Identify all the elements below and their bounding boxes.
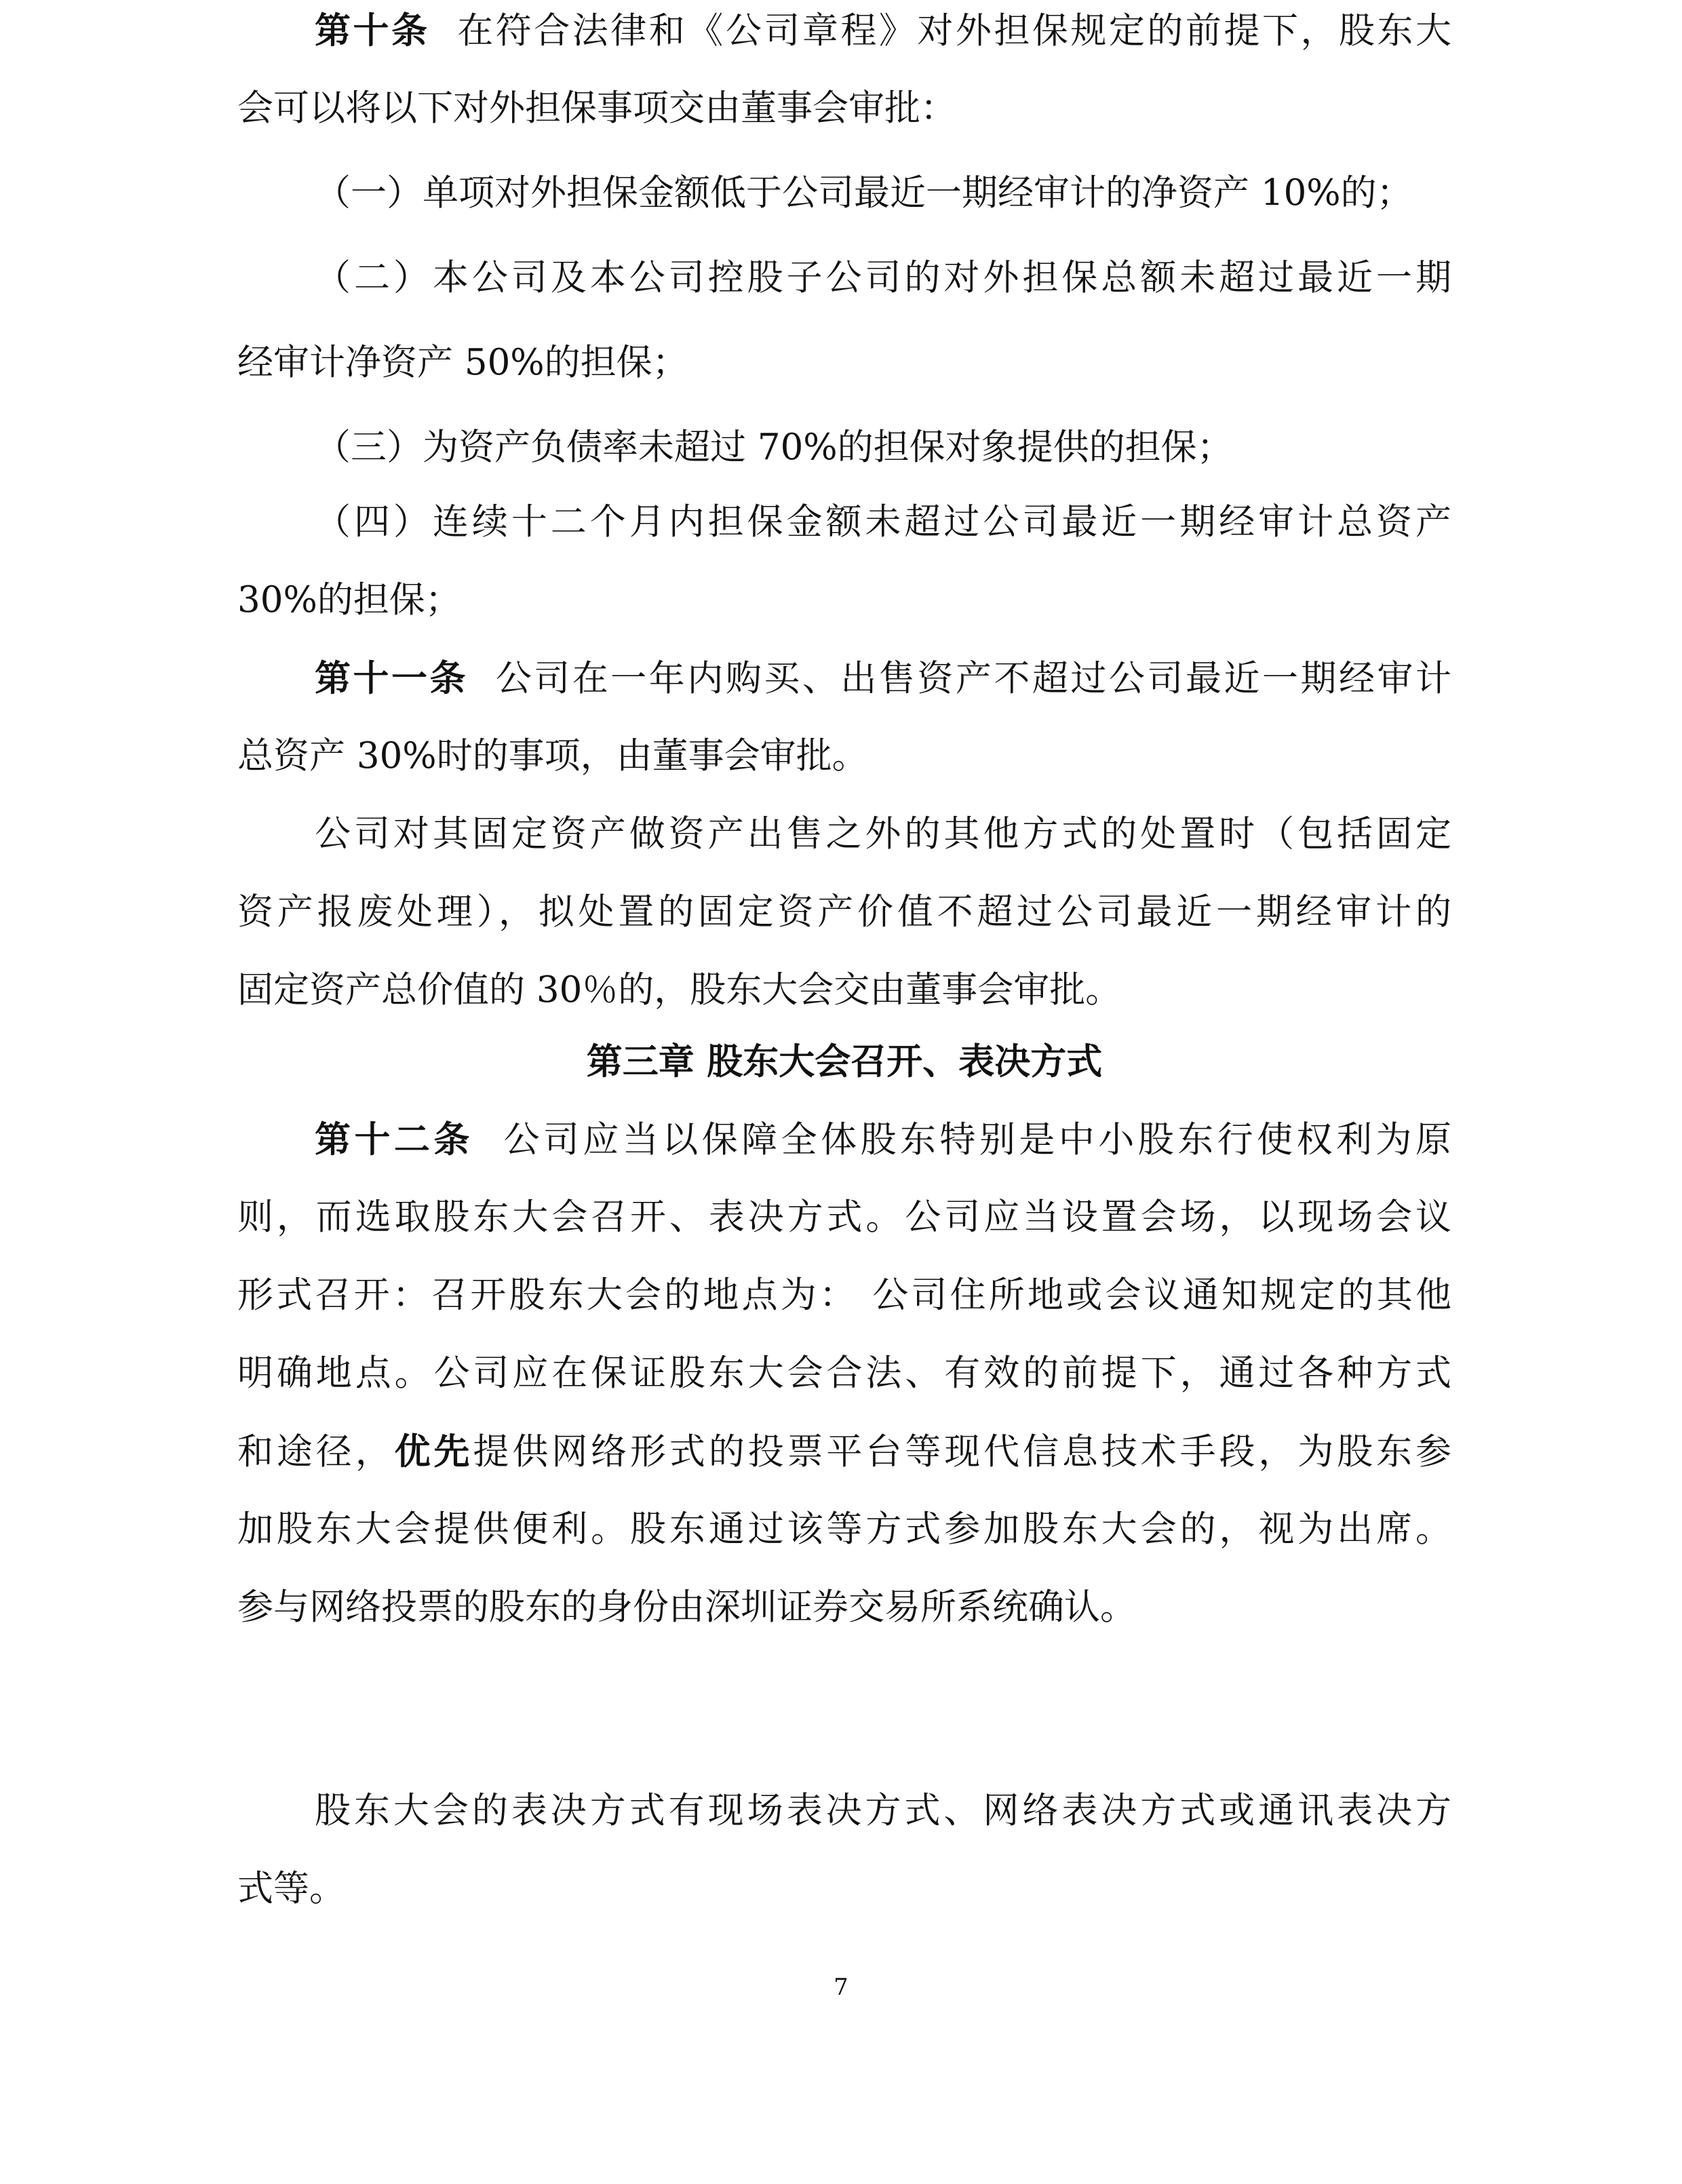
article-11-para-2-line-2: 资产报废处理），拟处置的固定资产价值不超过公司最近一期经审计的 (237, 891, 1451, 933)
article-12-label: 第十二条 (315, 1118, 473, 1161)
article-12-line-1 (315, 1116, 1451, 1164)
article-11-label: 第十一条 (315, 657, 469, 699)
article-10-line-1 (315, 7, 1451, 55)
article-12-para-2-line-2: 式等。 (237, 1868, 345, 1909)
article-11-text: 公司在一年内购买、出售资产不超过公司最近一期经审计 (495, 658, 1452, 699)
article-10-item-3: （三）为资产负债率未超过 70%的担保对象提供的担保； (315, 427, 1233, 468)
article-10-text: 在符合法律和《公司章程》对外担保规定的前提下，股东大 (457, 10, 1451, 52)
article-12-line-5-prefix: 和途径， (237, 1431, 395, 1473)
article-12-text: 公司应当以保障全体股东特别是中小股东行使权利为原 (503, 1119, 1452, 1161)
article-12-line-6: 加股东大会提供便利。股东通过该等方式参加股东大会的，视为出席。 (237, 1508, 1451, 1550)
article-12-para-2-line-1: 股东大会的表决方式有现场表决方式、网络表决方式或通讯表决方 (315, 1790, 1451, 1831)
article-10-item-1: （一）单项对外担保金额低于公司最近一期经审计的净资产 10%的； (315, 172, 1413, 214)
article-11-para-2-line-3: 固定资产总价值的 30％的，股东大会交由董事会审批。 (237, 969, 1122, 1011)
page-number: 7 (834, 1974, 848, 2001)
article-11-para-2-line-1: 公司对其固定资产做资产出售之外的其他方式的处置时（包括固定 (315, 813, 1451, 855)
article-12-line-7: 参与网络投票的股东的身份由深圳证券交易所系统确认。 (237, 1586, 1136, 1628)
article-10-item-2-line-1: （二）本公司及本公司控股子公司的对外担保总额未超过最近一期 (315, 257, 1451, 298)
article-10-item-2-line-2: 经审计净资产 50%的担保； (237, 342, 688, 383)
article-11-line-1 (315, 655, 1451, 703)
article-10-label: 第十条 (315, 9, 430, 52)
chapter-3-heading: 第三章 股东大会召开、表决方式 (586, 1040, 1103, 1083)
article-11-line-2: 总资产 30%时的事项，由董事会审批。 (237, 735, 868, 777)
article-12-line-3: 形式召开：召开股东大会的地点为： 公司住所地或会议通知规定的其他 (237, 1274, 1451, 1316)
article-10-line-2: 会可以将以下对外担保事项交由董事会审批： (237, 87, 956, 129)
article-12-line-4: 明确地点。公司应在保证股东大会合法、有效的前提下，通过各种方式 (237, 1352, 1451, 1394)
article-12-line-5 (237, 1428, 1451, 1476)
article-12-line-5-suffix: 提供网络形式的投票平台等现代信息技术手段，为股东参 (473, 1431, 1452, 1473)
article-10-item-4-line-1: （四）连续十二个月内担保金额未超过公司最近一期经审计总资产 (315, 501, 1451, 543)
article-10-item-4-line-2: 30%的担保； (237, 579, 461, 621)
article-12-priority-text: 优先 (394, 1430, 473, 1473)
article-12-line-2: 则，而选取股东大会召开、表决方式。公司应当设置会场，以现场会议 (237, 1196, 1451, 1238)
